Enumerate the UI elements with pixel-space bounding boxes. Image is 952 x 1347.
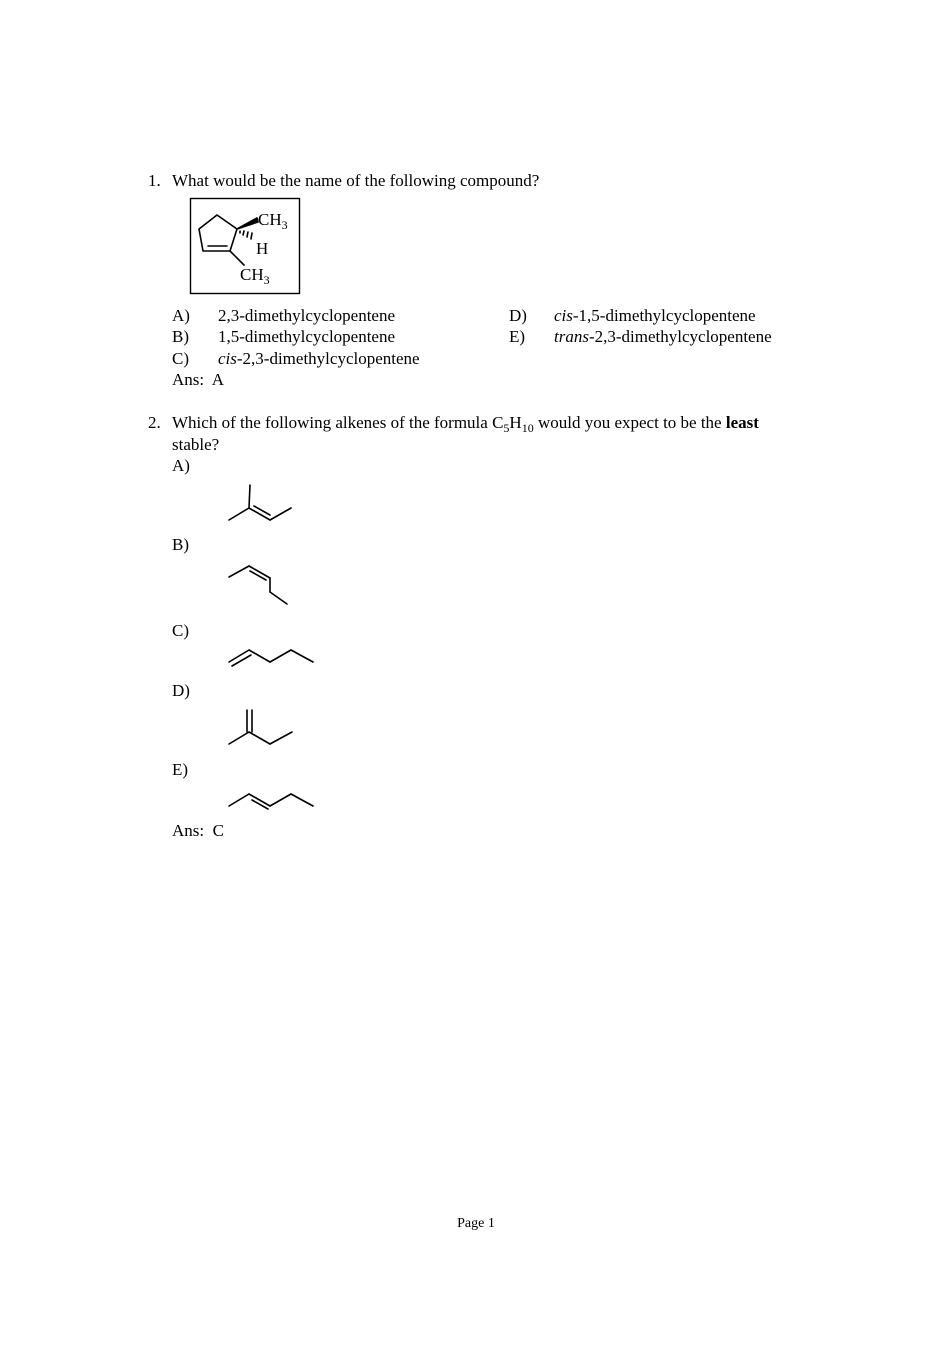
q1-option-c-text: cis-2,3-dimethylcyclopentene xyxy=(218,349,420,368)
q1-option-d-letter: D) xyxy=(509,306,527,325)
q2-option-d-letter: D) xyxy=(172,681,190,700)
q1-question: What would be the name of the following compound? xyxy=(172,171,540,190)
q2-question-line2: stable? xyxy=(172,435,220,454)
page-number: Page 1 xyxy=(457,1216,495,1231)
q1-number: 1. xyxy=(148,171,161,190)
q1-option-e-text: trans-2,3-dimethylcyclopentene xyxy=(554,327,772,346)
q2-option-b-letter: B) xyxy=(172,535,189,554)
q1-option-e-letter: E) xyxy=(509,327,526,346)
q2-option-a-structure xyxy=(225,483,295,525)
ch3-bottom-label: $CH_3$ xyxy=(240,265,270,287)
hash-bond xyxy=(240,231,252,239)
q2-number: 2. xyxy=(148,413,161,432)
q1-option-a-letter: A) xyxy=(172,306,190,325)
ch3-top-label: $CH_3$ xyxy=(258,210,288,232)
q1-structure xyxy=(190,198,300,294)
q1-option-d-text: cis-1,5-dimethylcyclopentene xyxy=(554,306,756,325)
q1-option-a-text: 2,3-dimethylcyclopentene xyxy=(218,306,396,325)
q2-option-d-structure xyxy=(225,708,300,748)
q2-answer: Ans: C xyxy=(172,821,224,840)
q2-option-e-letter: E) xyxy=(172,760,189,779)
q2-question: Which of the following alkenes of the formula $C_5H_{10}$ would you expect to be the least xyxy=(172,413,759,435)
q1-answer: Ans: A xyxy=(172,370,224,389)
q1-option-b-letter: B) xyxy=(172,327,189,346)
q2-option-c-letter: C) xyxy=(172,621,189,640)
methyl-bond xyxy=(230,251,244,265)
q2-option-b-structure xyxy=(225,562,295,608)
q2-option-c-structure xyxy=(225,644,320,670)
wedge-bond xyxy=(237,218,258,229)
q2-option-e-structure xyxy=(225,786,320,814)
h-label: H xyxy=(256,239,269,258)
q1-option-b-text: 1,5-dimethylcyclopentene xyxy=(218,327,396,346)
q2-option-a-letter: A) xyxy=(172,456,190,475)
q1-option-c-letter: C) xyxy=(172,349,189,368)
